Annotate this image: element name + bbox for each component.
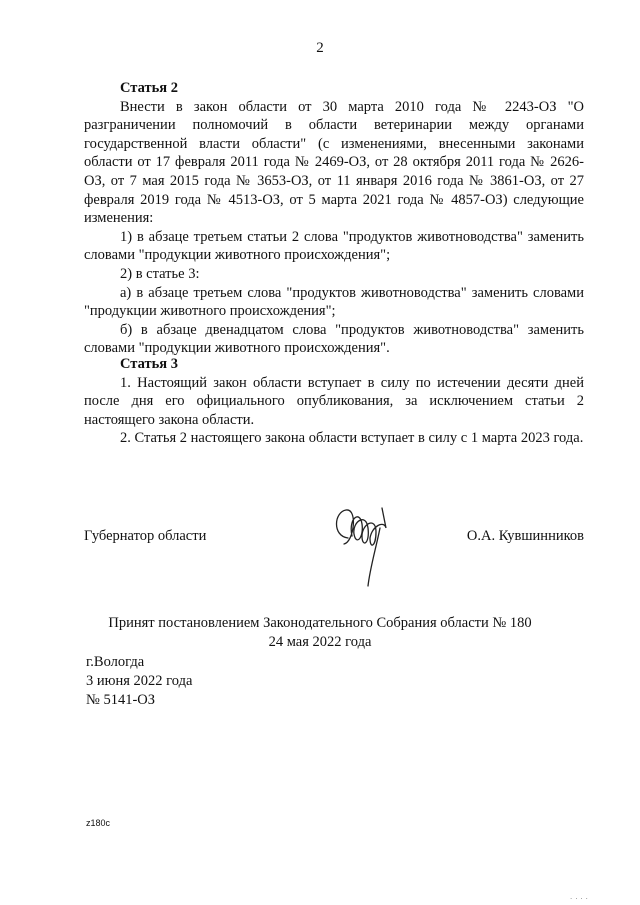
adoption-line-1: Принят постановлением Законодательного Собрания области № 180	[108, 615, 532, 631]
article-3-point-2: 2. Статья 2 настоящего закона области вступает в силу с 1 марта 2023 года.	[120, 430, 584, 447]
scan-edge-marks: ....	[570, 893, 591, 901]
page-number: 2	[316, 40, 324, 56]
footer-code: z180c	[86, 818, 111, 828]
governor-title: Губернатор области	[84, 528, 207, 544]
meta-date: 3 июня 2022 года	[86, 673, 193, 689]
article-2-item-1: 1) в абзаце третьем статьи 2 слова "продуктов животноводства" заменить словами "продукции животного происхождения";	[84, 228, 584, 264]
article-3-heading: Статья 3	[120, 356, 178, 372]
meta-city: г.Вологда	[86, 654, 145, 670]
article-2-intro: Внести в закон области от 30 марта 2010 года № 2243-ОЗ "О разграничении полномочий в области ветеринарии между органами государственной власти области" (с изменениями, внесенными законами области от 17 февраля 2011 года № 2469-ОЗ, от 28 октября 2011 года № 2626-ОЗ, от 7 мая 2015 года № 3653-ОЗ, от 11 января 2016 года № 3861-ОЗ, от 27 февраля 2019 года № 4513-ОЗ, от 5 марта 2021 года № 4857-ОЗ) следующие изменения:	[84, 98, 584, 227]
article-2-heading: Статья 2	[120, 80, 178, 96]
article-3-point-1: 1. Настоящий закон области вступает в силу по истечении десяти дней после дня его официального опубликования, за исключением статьи 2 настоящего закона области.	[84, 374, 584, 428]
governor-name: О.А. Кувшинников	[466, 528, 584, 544]
article-2	[84, 79, 584, 358]
adoption-line-2: 24 мая 2022 года	[268, 633, 372, 650]
adoption-note	[0, 614, 640, 651]
meta-number: № 5141-ОЗ	[86, 692, 156, 708]
article-3	[84, 355, 584, 448]
article-2-item-2: 2) в статье 3:	[120, 265, 200, 282]
handwritten-signature	[330, 498, 400, 590]
article-2-item-2b: б) в абзаце двенадцатом слова "продуктов животноводства" заменить словами "продукции животного происхождения".	[84, 321, 584, 357]
law-meta	[86, 653, 192, 710]
article-2-item-2a: а) в абзаце третьем слова "продуктов животноводства" заменить словами "продукции животного происхождения";	[84, 284, 584, 320]
